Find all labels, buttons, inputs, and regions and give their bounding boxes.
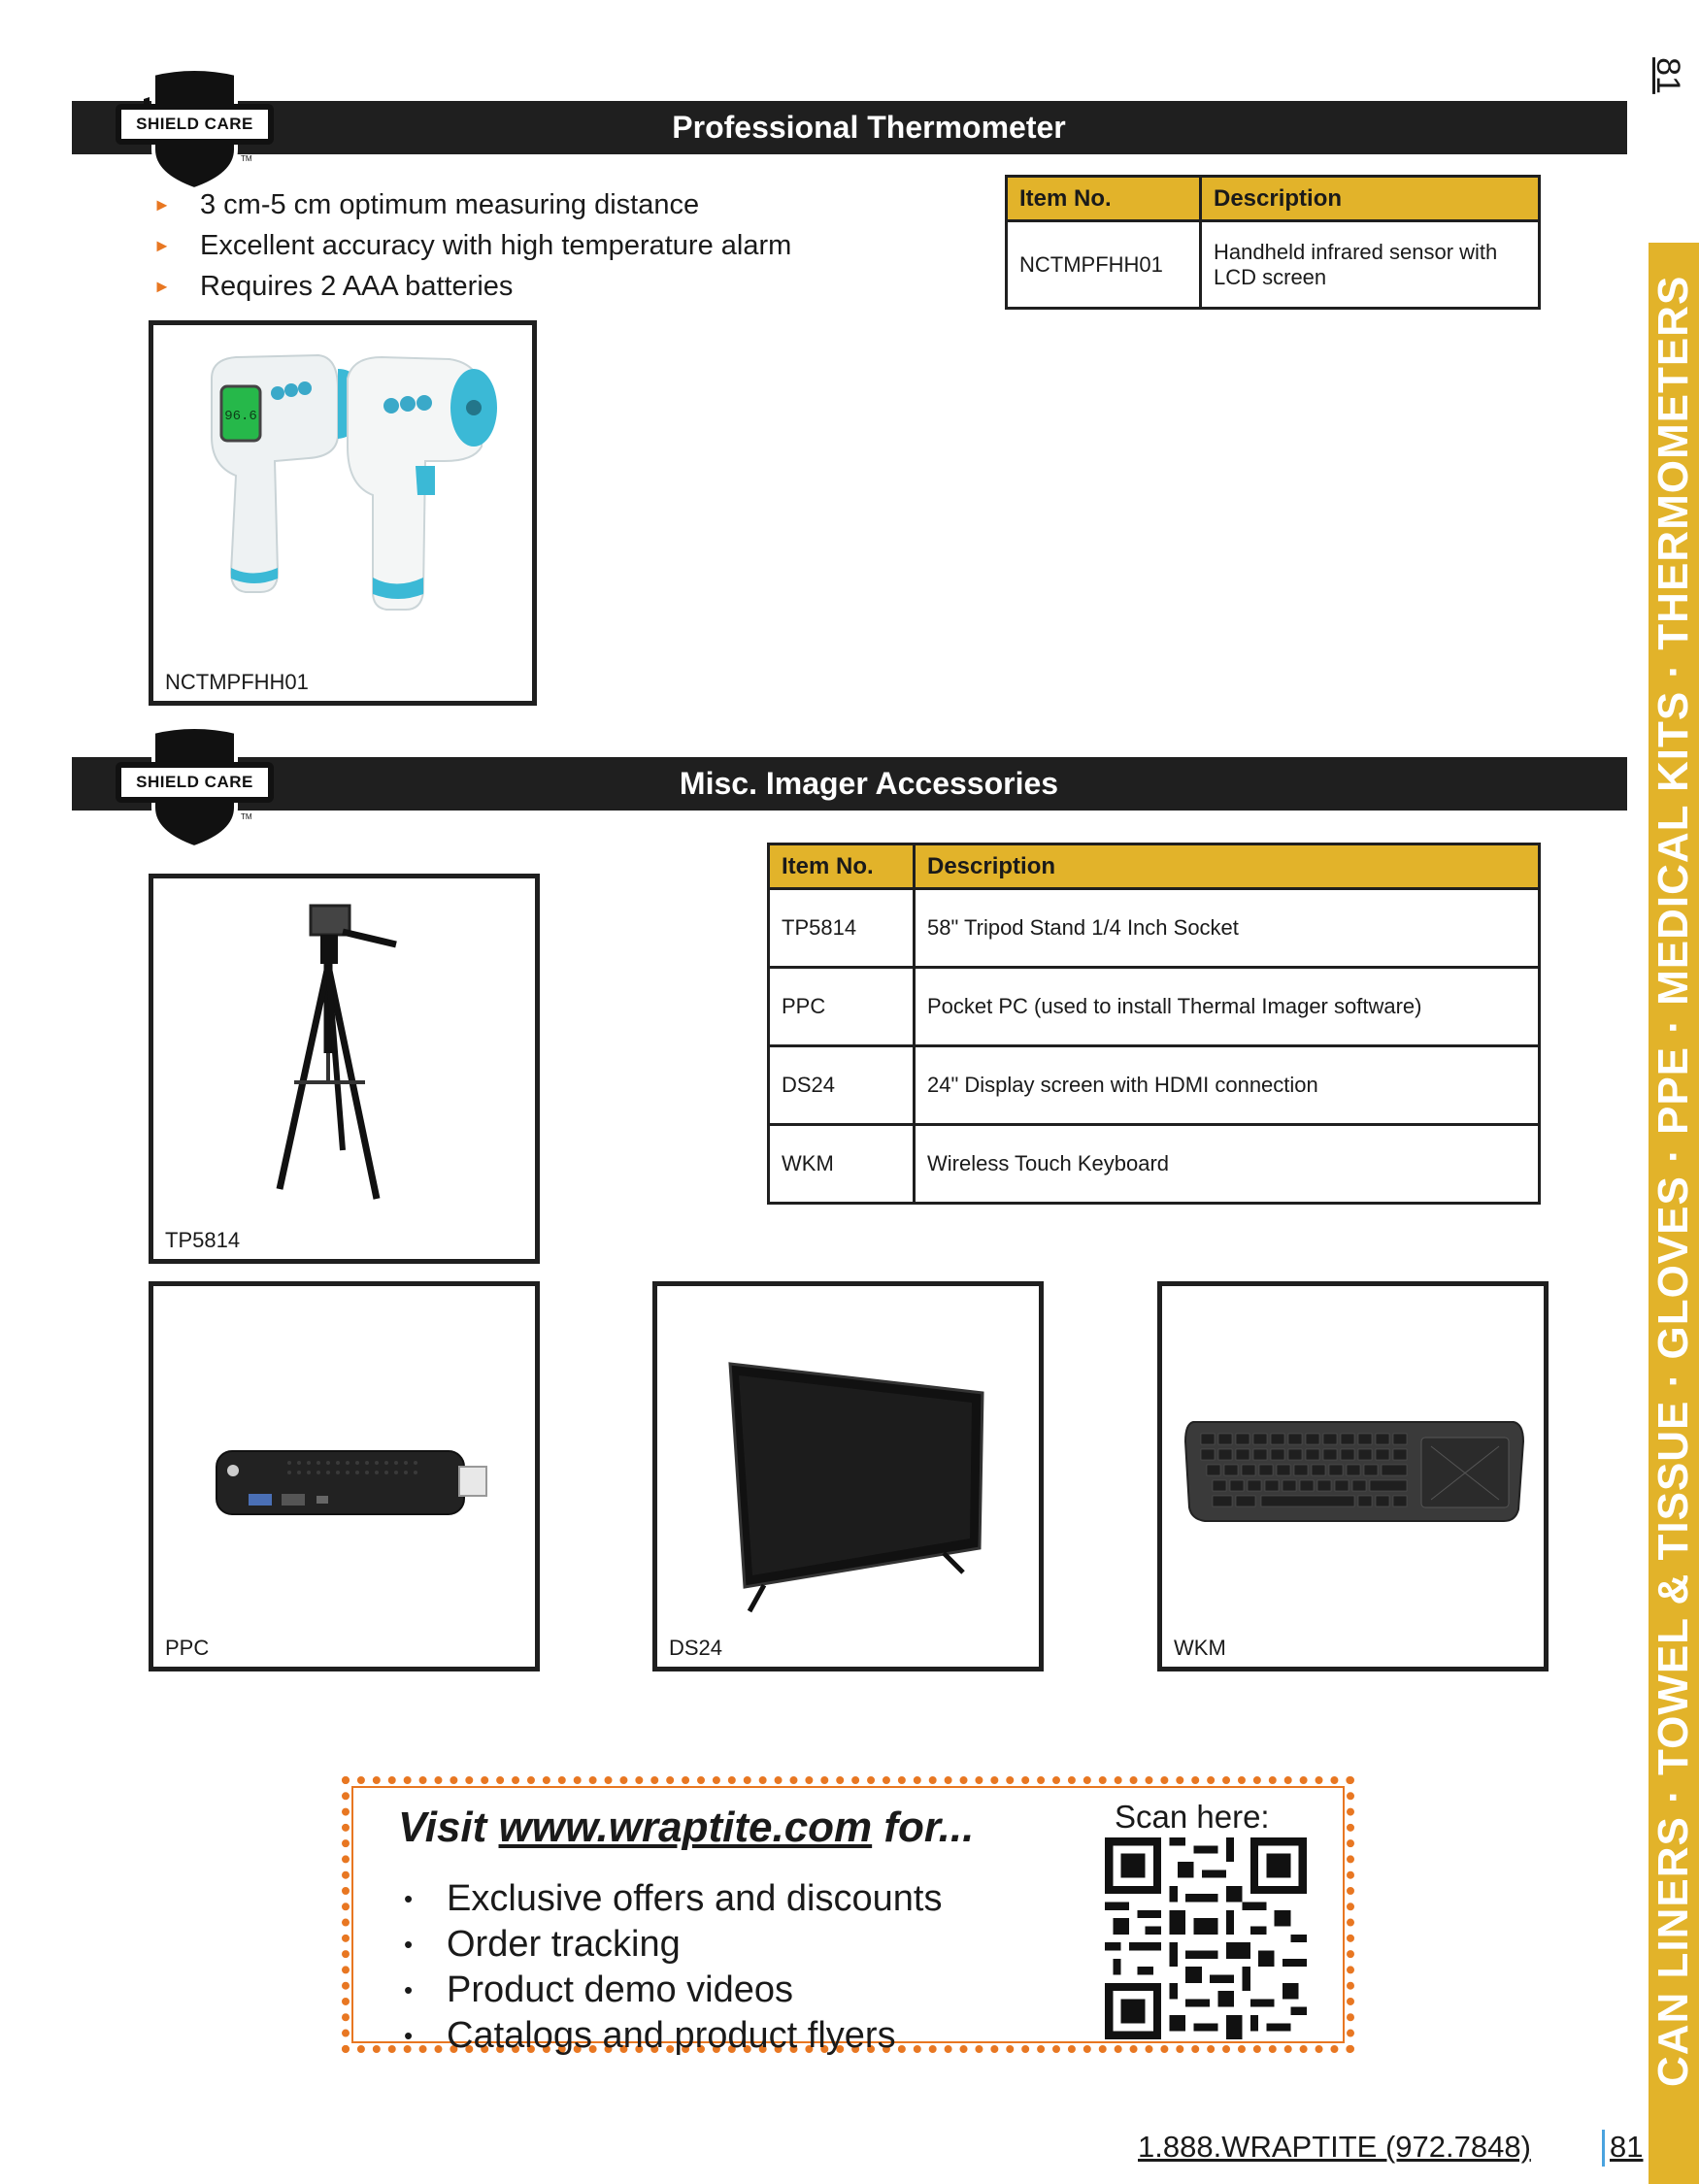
bullet-dot-icon: • xyxy=(404,1930,414,1959)
list-item: • Exclusive offers and discounts xyxy=(398,1876,942,1922)
section-title: Professional Thermometer xyxy=(672,110,1066,145)
list-item: ► Requires 2 AAA batteries xyxy=(148,266,791,307)
list-item: ► 3 cm-5 cm optimum measuring distance xyxy=(148,184,791,225)
footer-phone[interactable]: 1.888.WRAPTITE (972.7848) xyxy=(1138,2130,1531,2164)
category-sidebar-text: CAN LINERS · TOWEL & TISSUE · GLOVES · PPE · MEDICAL KITS · THERMOMETERS xyxy=(1649,275,1697,2087)
cell-description: 58" Tripod Stand 1/4 Inch Socket xyxy=(915,889,1540,968)
image-caption: WKM xyxy=(1174,1636,1226,1660)
cell-description: 24" Display screen with HDMI connection xyxy=(915,1046,1540,1125)
table-row xyxy=(769,1046,1540,1125)
cell-item: DS24 xyxy=(769,1046,915,1125)
footer-page-number: 81 xyxy=(1610,2130,1644,2164)
column-header-description: Description xyxy=(915,844,1540,889)
table-row xyxy=(1007,221,1540,309)
bullet-dot-icon: • xyxy=(404,2021,414,2050)
bullet-dot-icon: • xyxy=(404,1975,414,2004)
feature-list xyxy=(148,184,791,307)
cell-item: TP5814 xyxy=(769,889,915,968)
thermometer-spec-table xyxy=(1005,175,1541,310)
shield-care-logo-text: SHIELD CARE xyxy=(136,773,253,791)
cell-description: Handheld infrared sensor with LCD screen xyxy=(1201,221,1540,309)
arrow-bullet-icon: ► xyxy=(153,277,171,296)
svg-text:TM: TM xyxy=(241,812,252,821)
bullet-dot-icon: • xyxy=(404,1884,414,1913)
website-link[interactable]: www.wraptite.com xyxy=(498,1803,873,1851)
promo-list xyxy=(398,1876,942,2059)
tripod-illustration xyxy=(250,898,445,1218)
image-caption: NCTMPFHH01 xyxy=(165,670,309,694)
keyboard-illustration xyxy=(1183,1412,1528,1529)
svg-text:TM: TM xyxy=(241,154,252,163)
tripod-image xyxy=(149,874,540,1264)
scan-label: Scan here: xyxy=(1115,1799,1270,1835)
column-header-item: Item No. xyxy=(1007,177,1201,221)
column-header-item: Item No. xyxy=(769,844,915,889)
table-row xyxy=(769,889,1540,968)
website-promo-box xyxy=(342,1776,1354,2056)
cell-item: WKM xyxy=(769,1125,915,1204)
list-item: • Order tracking xyxy=(398,1922,942,1968)
pocket-pc-illustration xyxy=(212,1432,493,1529)
column-header-description: Description xyxy=(1201,177,1540,221)
thermometer-illustration xyxy=(192,349,503,650)
table-row xyxy=(769,968,1540,1046)
list-item: • Catalogs and product flyers xyxy=(398,2013,942,2059)
svg-text:96.6: 96.6 xyxy=(224,409,257,424)
image-caption: TP5814 xyxy=(165,1228,241,1252)
cell-description: Wireless Touch Keyboard xyxy=(915,1125,1540,1204)
table-row xyxy=(769,1125,1540,1204)
footer-divider xyxy=(1602,2130,1605,2167)
cell-item: PPC xyxy=(769,968,915,1046)
qr-code-icon[interactable] xyxy=(1105,1837,1307,2039)
display-screen-illustration xyxy=(725,1354,987,1616)
arrow-bullet-icon: ► xyxy=(153,195,171,215)
pocket-pc-image xyxy=(149,1281,540,1671)
shield-care-logo-text: SHIELD CARE xyxy=(136,115,253,133)
image-caption: DS24 xyxy=(669,1636,723,1660)
section-title: Misc. Imager Accessories xyxy=(679,766,1059,801)
section-header-imager-accessories xyxy=(72,757,1627,811)
arrow-bullet-icon: ► xyxy=(153,236,171,255)
accessories-spec-table xyxy=(767,843,1541,1205)
list-item: ► Excellent accuracy with high temperature alarm xyxy=(148,225,791,266)
image-caption: PPC xyxy=(165,1636,210,1660)
display-screen-image xyxy=(652,1281,1044,1671)
thermometer-image xyxy=(149,320,537,706)
cell-description: Pocket PC (used to install Thermal Imager software) xyxy=(915,968,1540,1046)
keyboard-image xyxy=(1157,1281,1549,1671)
promo-title: Visit www.wraptite.com for... xyxy=(398,1803,975,1851)
cell-item: NCTMPFHH01 xyxy=(1007,221,1201,309)
section-header-thermometer xyxy=(72,101,1627,154)
list-item: • Product demo videos xyxy=(398,1968,942,2013)
page-number-top: 81 xyxy=(1649,57,1686,94)
